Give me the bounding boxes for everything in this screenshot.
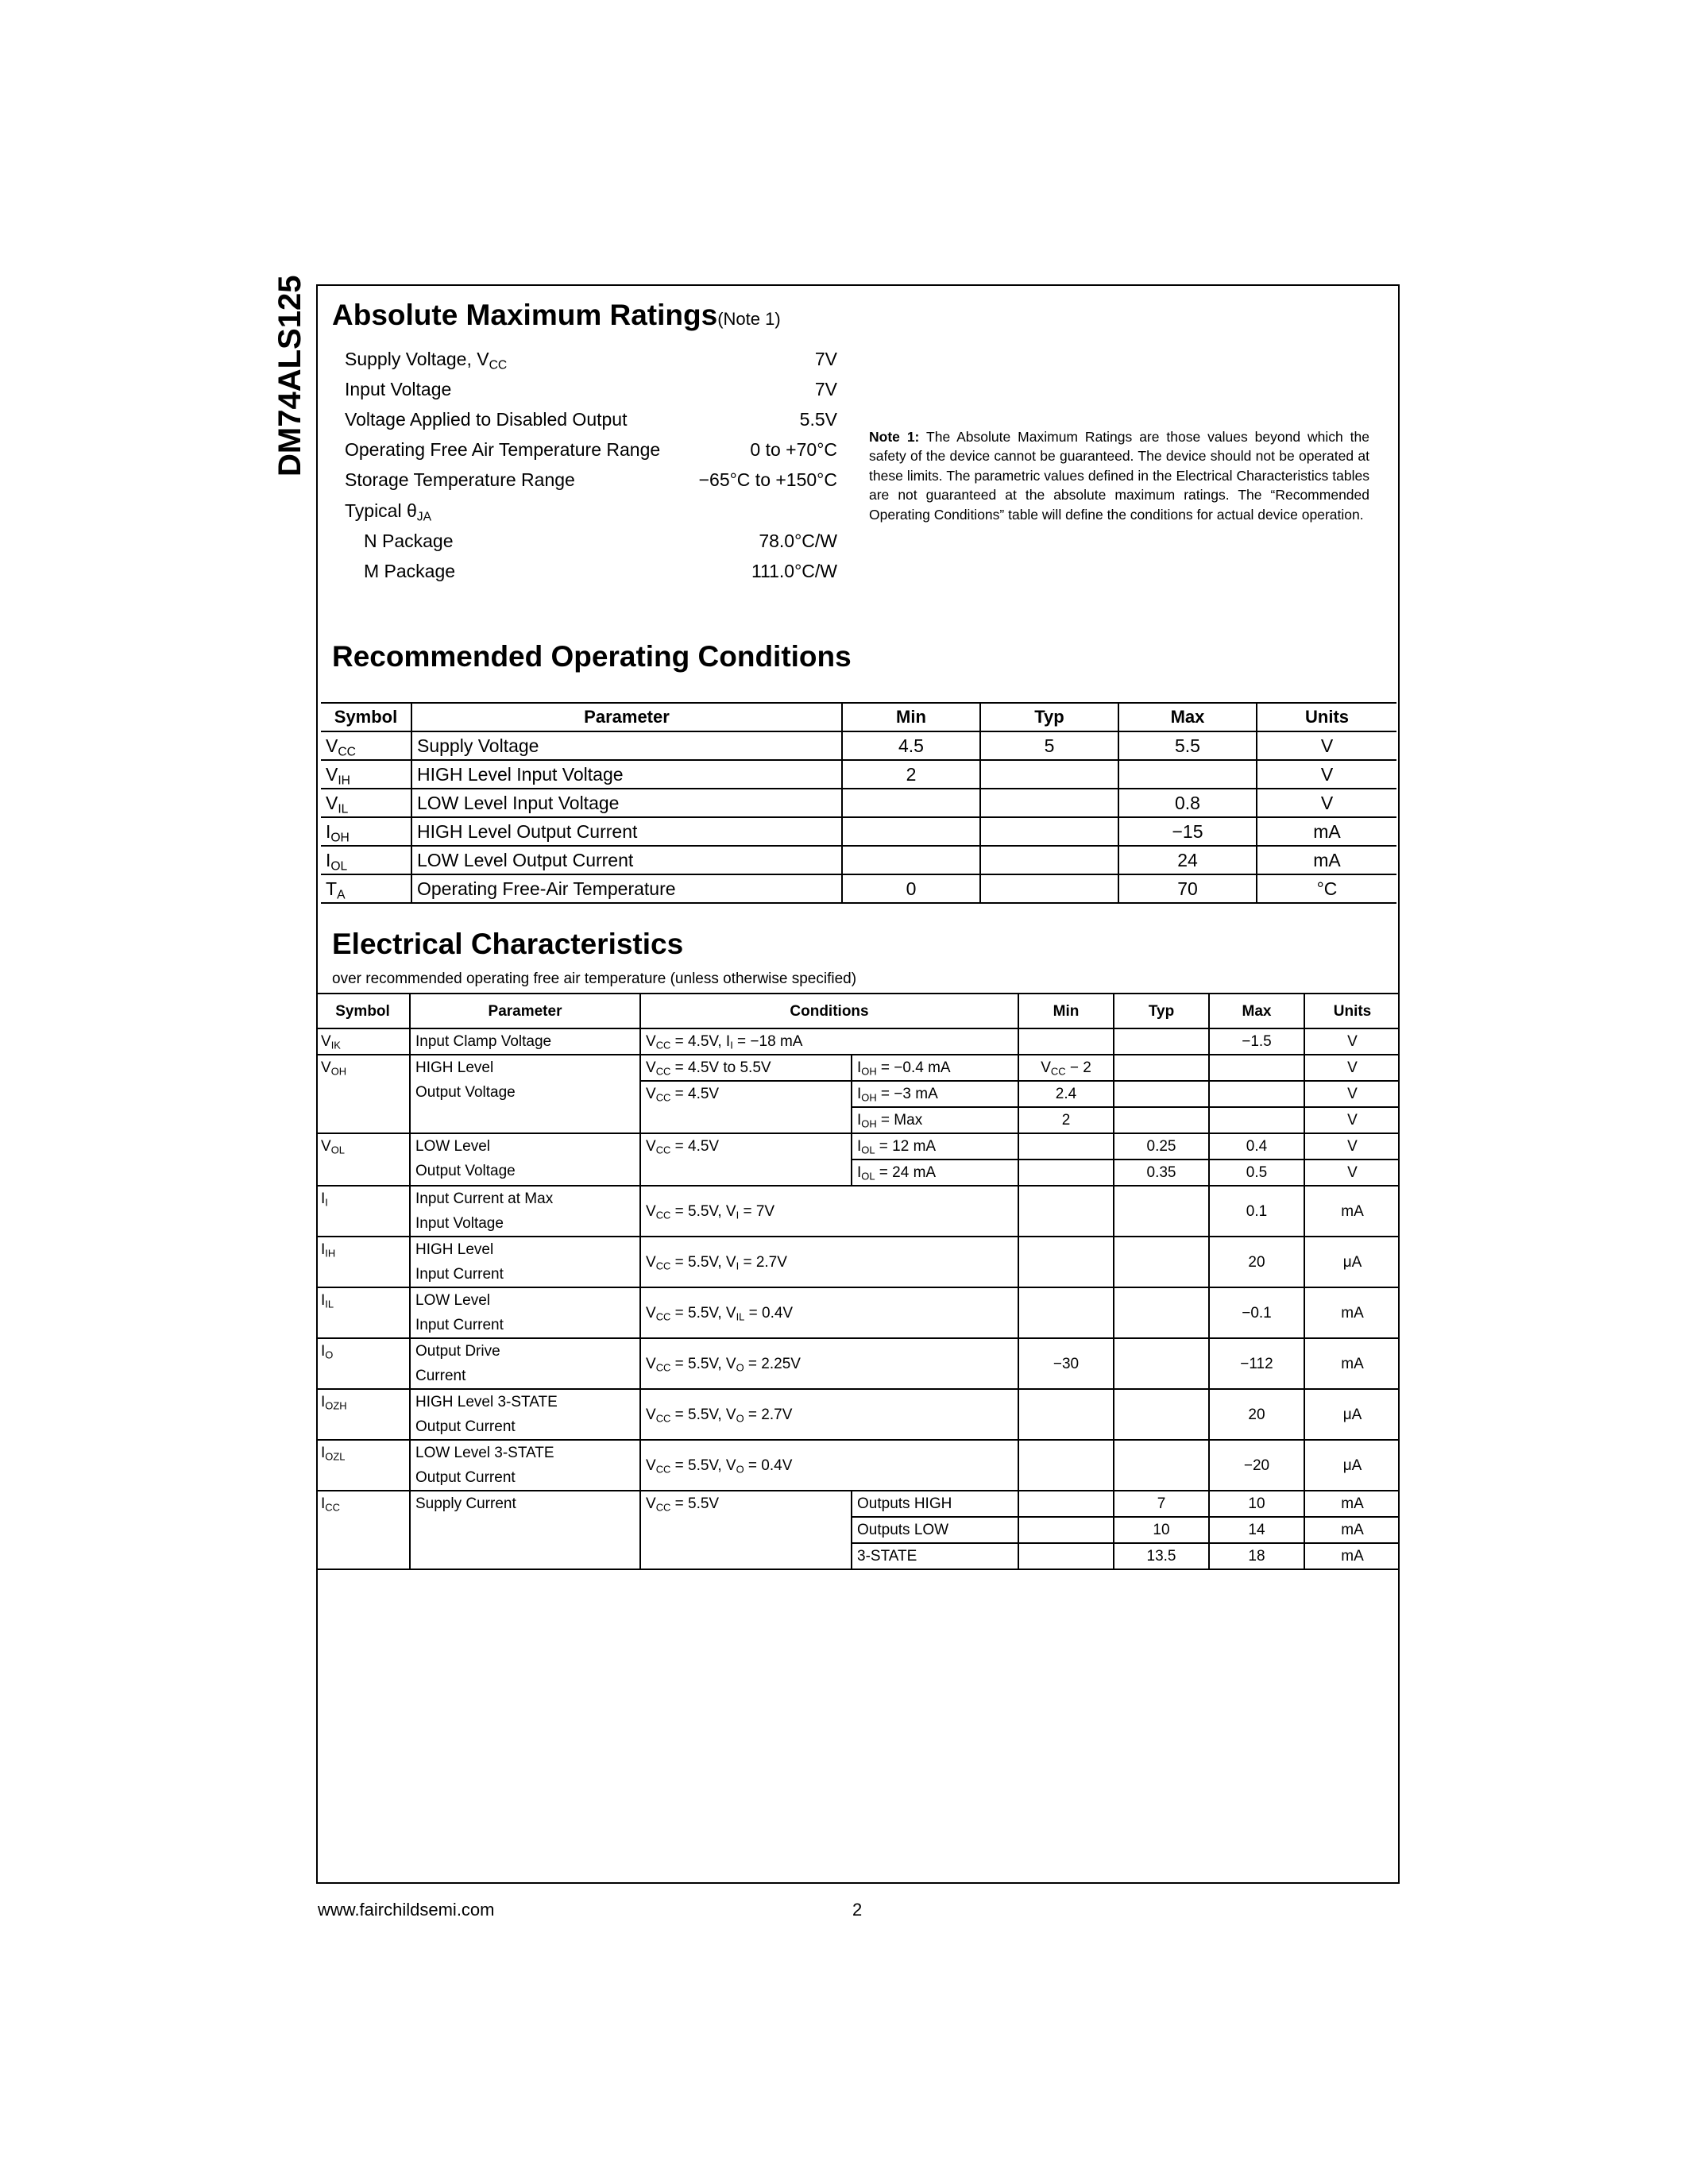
- amr-row: [345, 465, 837, 496]
- amr-note-ref: (Note 1): [717, 309, 781, 329]
- ec-max: −20: [1209, 1440, 1304, 1491]
- ec-min: [1018, 1028, 1114, 1055]
- table-row: [316, 1186, 1400, 1237]
- ec-condition-a: $V_{CC} = 4.5V$ to 5.5V: [640, 1055, 852, 1081]
- ec-max: 0.5: [1209, 1160, 1304, 1186]
- roc-header: Min: [842, 703, 980, 731]
- ec-typ: 0.25: [1114, 1133, 1209, 1160]
- table-row: [321, 817, 1396, 846]
- ec-header: Conditions: [640, 994, 1018, 1028]
- ec-typ: [1114, 1338, 1209, 1389]
- amr-row: [345, 435, 837, 465]
- roc-parameter: HIGH Level Input Voltage: [411, 760, 842, 789]
- ec-units: V: [1304, 1133, 1400, 1160]
- amr-label: Operating Free Air Temperature Range: [345, 439, 661, 461]
- ec-parameter: HIGH Level Output Voltage: [410, 1055, 640, 1133]
- ec-subtitle: over recommended operating free air temperature (unless otherwise specified): [332, 970, 857, 987]
- ec-condition-b: $I_{OH}$ = Max: [852, 1107, 1018, 1133]
- ec-condition-b: $I_{OL} = 12$ mA: [852, 1133, 1018, 1160]
- ec-units: V: [1304, 1107, 1400, 1133]
- ec-min: −30: [1018, 1338, 1114, 1389]
- ec-max: 10: [1209, 1491, 1304, 1517]
- amr-value: 0 to +70°C: [750, 439, 837, 461]
- roc-max: 70: [1118, 874, 1257, 903]
- roc-typ: [980, 760, 1118, 789]
- ec-typ: [1114, 1389, 1209, 1440]
- footer-url[interactable]: www.fairchildsemi.com: [318, 1900, 495, 1920]
- ec-table: [316, 993, 1400, 1570]
- ec-conditions: $V_{CC} = 4.5V$, $I_I = -18$ mA: [640, 1028, 1018, 1055]
- table-row: [316, 1491, 1400, 1517]
- ec-units: μA: [1304, 1440, 1400, 1491]
- roc-typ: [980, 789, 1118, 817]
- roc-units: mA: [1257, 846, 1396, 874]
- roc-header: Max: [1118, 703, 1257, 731]
- ec-typ: [1114, 1440, 1209, 1491]
- amr-heading: [332, 299, 781, 332]
- ec-max: −112: [1209, 1338, 1304, 1389]
- ec-max: [1209, 1081, 1304, 1107]
- ec-units: mA: [1304, 1287, 1400, 1338]
- roc-units: V: [1257, 789, 1396, 817]
- roc-typ: [980, 874, 1118, 903]
- roc-typ: [980, 846, 1118, 874]
- ec-units: V: [1304, 1160, 1400, 1186]
- table-row: [316, 1237, 1400, 1287]
- roc-header: Symbol: [321, 703, 411, 731]
- amr-value: 111.0°C/W: [751, 560, 837, 581]
- ec-typ: [1114, 1107, 1209, 1133]
- table-row: [321, 789, 1396, 817]
- table-row: [321, 846, 1396, 874]
- ec-min: [1018, 1133, 1114, 1160]
- roc-min: 0: [842, 874, 980, 903]
- ec-header: Max: [1209, 994, 1304, 1028]
- ec-min: [1018, 1440, 1114, 1491]
- ec-condition-a: $V_{CC} = 4.5V$: [640, 1133, 852, 1186]
- table-row: [321, 760, 1396, 789]
- ec-symbol: $V_{IK}$: [316, 1028, 410, 1055]
- roc-title: Recommended Operating Conditions: [332, 640, 852, 673]
- ec-units: mA: [1304, 1338, 1400, 1389]
- ec-header: Min: [1018, 994, 1114, 1028]
- ec-conditions: $V_{CC} = 5.5V$, $V_O = 2.25V$: [640, 1338, 1018, 1389]
- roc-min: [842, 789, 980, 817]
- ec-min: [1018, 1517, 1114, 1543]
- note-1-text: The Absolute Maximum Ratings are those values beyond which the safety of the device cannot be guaranteed. The device should not be operated at these limits. The parametric values defined in the Electrical Characteristics tables are not guaranteed at the absolute maximum ratings. The “Recommended Operating Conditions” table will define the conditions for actual device operation.: [869, 429, 1370, 523]
- ec-max: 0.4: [1209, 1133, 1304, 1160]
- amr-row: [345, 344, 837, 374]
- amr-label: Input Voltage: [345, 378, 452, 399]
- ec-symbol: $I_{IL}$: [316, 1287, 410, 1338]
- ec-units: V: [1304, 1081, 1400, 1107]
- ec-units: mA: [1304, 1186, 1400, 1237]
- ec-parameter: LOW Level Input Current: [410, 1287, 640, 1338]
- ec-parameter: Output Drive Current: [410, 1338, 640, 1389]
- roc-min: 2: [842, 760, 980, 789]
- roc-symbol: $I_{OL}$: [321, 846, 411, 874]
- amr-label: Supply Voltage, $V_{CC}$: [345, 348, 508, 372]
- ec-parameter: LOW Level 3-STATE Output Current: [410, 1440, 640, 1491]
- ec-max: 20: [1209, 1237, 1304, 1287]
- roc-units: V: [1257, 760, 1396, 789]
- ec-typ: [1114, 1237, 1209, 1287]
- amr-row: [345, 496, 837, 526]
- ec-symbol: $I_{OZH}$: [316, 1389, 410, 1440]
- ec-condition-b: 3-STATE: [852, 1543, 1018, 1569]
- amr-label: N Package: [364, 530, 454, 551]
- ec-conditions: $V_{CC} = 5.5V$, $V_O = 2.7V$: [640, 1389, 1018, 1440]
- roc-parameter: HIGH Level Output Current: [411, 817, 842, 846]
- roc-min: 4.5: [842, 731, 980, 760]
- ec-min: [1018, 1543, 1114, 1569]
- ec-min: [1018, 1287, 1114, 1338]
- roc-max: [1118, 760, 1257, 789]
- ec-header: Units: [1304, 994, 1400, 1028]
- ec-max: 0.1: [1209, 1186, 1304, 1237]
- roc-typ: 5: [980, 731, 1118, 760]
- roc-symbol: $V_{IH}$: [321, 760, 411, 789]
- ec-min: 2.4: [1018, 1081, 1114, 1107]
- roc-parameter: Operating Free-Air Temperature: [411, 874, 842, 903]
- table-row: [316, 1287, 1400, 1338]
- ec-conditions: $V_{CC} = 5.5V$, $V_I = 2.7V$: [640, 1237, 1018, 1287]
- ec-min: [1018, 1237, 1114, 1287]
- amr-row: [345, 556, 837, 586]
- ec-units: mA: [1304, 1517, 1400, 1543]
- ec-min: [1018, 1186, 1114, 1237]
- amr-value: 7V: [814, 378, 837, 399]
- ec-typ: [1114, 1287, 1209, 1338]
- ec-symbol: $V_{OH}$: [316, 1055, 410, 1133]
- ec-typ: [1114, 1186, 1209, 1237]
- amr-label: Typical $\theta_{JA}$: [345, 500, 431, 523]
- ec-units: μA: [1304, 1389, 1400, 1440]
- table-row: [316, 1028, 1400, 1055]
- ec-parameter: Supply Current: [410, 1491, 640, 1569]
- ec-header: Symbol: [316, 994, 410, 1028]
- roc-header: Typ: [980, 703, 1118, 731]
- ec-symbol: $I_{CC}$: [316, 1491, 410, 1569]
- ec-symbol: $V_{OL}$: [316, 1133, 410, 1186]
- ec-max: [1209, 1055, 1304, 1081]
- ec-min: $V_{CC} - 2$: [1018, 1055, 1114, 1081]
- ec-parameter: HIGH Level Input Current: [410, 1237, 640, 1287]
- ec-typ: [1114, 1055, 1209, 1081]
- roc-units: mA: [1257, 817, 1396, 846]
- amr-label: M Package: [364, 560, 456, 581]
- table-row: [316, 1389, 1400, 1440]
- ec-min: 2: [1018, 1107, 1114, 1133]
- ec-conditions: $V_{CC} = 5.5V$, $V_O = 0.4V$: [640, 1440, 1018, 1491]
- ec-units: V: [1304, 1028, 1400, 1055]
- amr-value: 5.5V: [799, 408, 837, 430]
- ec-max: 20: [1209, 1389, 1304, 1440]
- note-1-label: Note 1:: [869, 429, 920, 445]
- page-number: 2: [852, 1900, 863, 1920]
- roc-max: 5.5: [1118, 731, 1257, 760]
- amr-value: −65°C to +150°C: [698, 469, 837, 491]
- table-row: [316, 1338, 1400, 1389]
- ec-condition-b: $I_{OH} = -0.4$ mA: [852, 1055, 1018, 1081]
- table-row: [316, 1055, 1400, 1081]
- part-number-side-title: DM74ALS125: [272, 275, 307, 477]
- amr-row: [345, 404, 837, 434]
- table-row: [321, 874, 1396, 903]
- table-row: [321, 731, 1396, 760]
- roc-symbol: $V_{IL}$: [321, 789, 411, 817]
- table-row: [316, 1133, 1400, 1160]
- ec-condition-a: $V_{CC} = 4.5V$: [640, 1081, 852, 1133]
- roc-units: V: [1257, 731, 1396, 760]
- amr-title: Absolute Maximum Ratings: [332, 299, 718, 331]
- ec-header: Parameter: [410, 994, 640, 1028]
- ec-min: [1018, 1491, 1114, 1517]
- roc-max: −15: [1118, 817, 1257, 846]
- ec-units: mA: [1304, 1543, 1400, 1569]
- ec-parameter: Input Clamp Voltage: [410, 1028, 640, 1055]
- note-1: [869, 427, 1369, 524]
- roc-parameter: LOW Level Output Current: [411, 846, 842, 874]
- ec-max: 14: [1209, 1517, 1304, 1543]
- roc-parameter: LOW Level Input Voltage: [411, 789, 842, 817]
- roc-header: Units: [1257, 703, 1396, 731]
- ec-max: [1209, 1107, 1304, 1133]
- ec-max: −0.1: [1209, 1287, 1304, 1338]
- ec-max: 18: [1209, 1543, 1304, 1569]
- ec-max: −1.5: [1209, 1028, 1304, 1055]
- roc-min: [842, 817, 980, 846]
- ec-parameter: Input Current at Max Input Voltage: [410, 1186, 640, 1237]
- ec-header: Typ: [1114, 994, 1209, 1028]
- table-row: [316, 1440, 1400, 1491]
- ec-symbol: $I_{IH}$: [316, 1237, 410, 1287]
- ec-conditions: $V_{CC} = 5.5V$, $V_{IL} = 0.4V$: [640, 1287, 1018, 1338]
- roc-table: [321, 702, 1396, 904]
- roc-min: [842, 846, 980, 874]
- ec-condition-b: $I_{OL} = 24$ mA: [852, 1160, 1018, 1186]
- roc-symbol: $V_{CC}$: [321, 731, 411, 760]
- roc-max: 24: [1118, 846, 1257, 874]
- roc-header: Parameter: [411, 703, 842, 731]
- ec-title: Electrical Characteristics: [332, 928, 684, 960]
- ec-conditions: $V_{CC} = 5.5V$, $V_I = 7V$: [640, 1186, 1018, 1237]
- roc-typ: [980, 817, 1118, 846]
- ec-symbol: $I_I$: [316, 1186, 410, 1237]
- ec-condition-b: Outputs HIGH: [852, 1491, 1018, 1517]
- amr-label: Storage Temperature Range: [345, 469, 575, 491]
- roc-max: 0.8: [1118, 789, 1257, 817]
- amr-value: 78.0°C/W: [759, 530, 837, 551]
- amr-value: 7V: [814, 348, 837, 369]
- ec-parameter: LOW Level Output Voltage: [410, 1133, 640, 1186]
- ec-symbol: $I_O$: [316, 1338, 410, 1389]
- ec-min: [1018, 1389, 1114, 1440]
- ec-symbol: $I_{OZL}$: [316, 1440, 410, 1491]
- roc-symbol: $T_A$: [321, 874, 411, 903]
- amr-row: [345, 374, 837, 404]
- roc-symbol: $I_{OH}$: [321, 817, 411, 846]
- ec-units: mA: [1304, 1491, 1400, 1517]
- ec-typ: 13.5: [1114, 1543, 1209, 1569]
- ec-typ: [1114, 1081, 1209, 1107]
- ec-parameter: HIGH Level 3-STATE Output Current: [410, 1389, 640, 1440]
- ec-typ: 7: [1114, 1491, 1209, 1517]
- ec-condition-b: $I_{OH} = -3$ mA: [852, 1081, 1018, 1107]
- ec-typ: [1114, 1028, 1209, 1055]
- ec-units: μA: [1304, 1237, 1400, 1287]
- amr-label: Voltage Applied to Disabled Output: [345, 408, 628, 430]
- amr-row: [345, 526, 837, 556]
- ec-min: [1018, 1160, 1114, 1186]
- ec-units: V: [1304, 1055, 1400, 1081]
- ec-condition-b: Outputs LOW: [852, 1517, 1018, 1543]
- ec-typ: 10: [1114, 1517, 1209, 1543]
- ec-condition-a: $V_{CC} = 5.5V$: [640, 1491, 852, 1569]
- roc-units: °C: [1257, 874, 1396, 903]
- roc-parameter: Supply Voltage: [411, 731, 842, 760]
- ec-typ: 0.35: [1114, 1160, 1209, 1186]
